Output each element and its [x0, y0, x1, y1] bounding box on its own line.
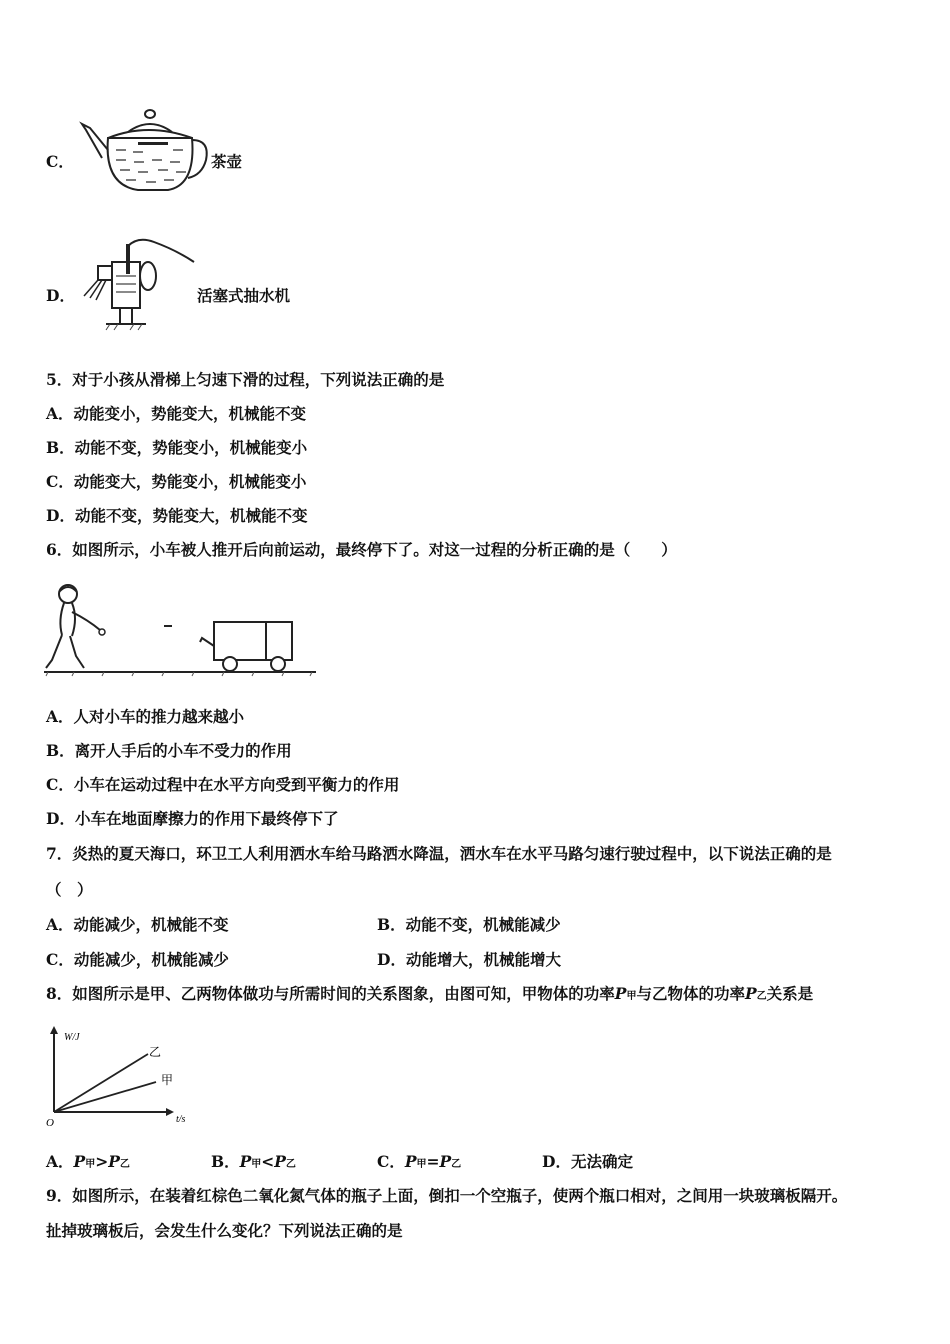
q8-option-a-letter: A．	[46, 1152, 74, 1171]
series-line-yi	[54, 1054, 148, 1112]
q8-option-d-text: 无法确定	[570, 1152, 633, 1171]
q8-option-a-p1: P	[73, 1152, 86, 1171]
q9-stem-line1: 9．如图所示，在装着红棕色二氧化氮气体的瓶子上面，倒扣一个空瓶子，使两个瓶口相对，之间用一块玻璃板隔开。	[46, 1186, 848, 1205]
q8-option-b-op: <	[261, 1152, 275, 1171]
q8-option-a	[46, 1152, 130, 1175]
q8-option-b-sub2: 乙	[285, 1159, 296, 1170]
origin-label: O	[46, 1117, 54, 1129]
q5-option-b: B．动能不变，势能变小，机械能变小	[46, 438, 308, 457]
q8-stem-part-a: 8．如图所示是甲、乙两物体做功与所需时间的关系图象，由图可知，甲物体的功率	[46, 984, 615, 1003]
q8-stem-part-b: 与乙物体的功率	[636, 984, 745, 1003]
q8-option-c-letter: C．	[377, 1152, 405, 1171]
series-label-yi: 乙	[149, 1045, 162, 1059]
q7-option-d: D．动能增大，机械能增大	[377, 950, 561, 969]
q6-option-b: B．离开人手后的小车不受力的作用	[46, 741, 292, 760]
q8-stem-sub-yi: 乙	[756, 991, 767, 1002]
q5-option-c: C．动能变大，势能变小，机械能变小	[46, 472, 307, 491]
q8-option-a-sub1: 甲	[85, 1159, 96, 1170]
q7-option-c: C．动能减少，机械能减少	[46, 950, 229, 969]
work-time-graph	[40, 1024, 200, 1129]
q5-option-a: A．动能变小，势能变大，机械能不变	[46, 404, 307, 423]
q7-option-a: A．动能减少，机械能不变	[46, 915, 229, 934]
piston-pump-illustration	[76, 236, 201, 331]
q8-option-d-letter: D．	[542, 1152, 571, 1171]
q7-stem-line1: 7．炎热的夏天海口，环卫工人利用洒水车给马路洒水降温，洒水车在水平马路匀速行驶过程中，以下说法正确的是	[46, 844, 832, 863]
q6-stem: 6．如图所示，小车被人推开后向前运动，最终停下了。对这一过程的分析正确的是（ ）	[46, 540, 677, 559]
y-axis-label: W/J	[64, 1032, 80, 1043]
q6-option-a: A．人对小车的推力越来越小	[46, 707, 245, 726]
x-axis-arrow	[166, 1108, 174, 1116]
q8-option-c-sub2: 乙	[451, 1159, 462, 1170]
q8-stem-p1: P	[614, 984, 627, 1003]
q5-stem: 5．对于小孩从滑梯上匀速下滑的过程，下列说法正确的是	[46, 370, 445, 389]
q8-option-a-op: >	[95, 1152, 109, 1171]
q8-option-c-op: =	[426, 1152, 440, 1171]
series-label-jia: 甲	[161, 1073, 174, 1087]
q6-option-d: D．小车在地面摩擦力的作用下最终停下了	[46, 809, 339, 828]
q6-option-c: C．小车在运动过程中在水平方向受到平衡力的作用	[46, 775, 400, 794]
q8-stem	[46, 984, 813, 1007]
q8-option-c-p2: P	[439, 1152, 452, 1171]
teapot-caption: 茶壶	[211, 152, 243, 171]
q8-option-b-p2: P	[274, 1152, 286, 1171]
option-d-letter: D．	[46, 286, 75, 305]
person-pushing-cart-illustration	[44, 580, 319, 680]
q7-option-b: B．动能不变，机械能减少	[377, 915, 561, 934]
q8-option-c-sub1: 甲	[416, 1159, 427, 1170]
q8-stem-sub-jia: 甲	[626, 991, 637, 1002]
y-axis-arrow	[50, 1026, 58, 1034]
q8-option-b-sub1: 甲	[251, 1159, 262, 1170]
series-line-jia	[54, 1082, 156, 1112]
q5-option-d: D．动能不变，势能变大，机械能不变	[46, 506, 308, 525]
q8-option-a-p2: P	[108, 1152, 120, 1171]
q8-option-d	[542, 1152, 633, 1172]
x-axis-label: t/s	[176, 1114, 186, 1125]
q7-stem-line2: （ ）	[46, 880, 93, 899]
q9-stem-line2: 扯掉玻璃板后，会发生什么变化？下列说法正确的是	[46, 1221, 403, 1240]
q8-option-b	[211, 1152, 296, 1175]
teapot-illustration	[78, 100, 208, 195]
q8-option-b-p1: P	[239, 1152, 252, 1171]
q8-option-a-sub2: 乙	[119, 1159, 130, 1170]
q8-option-c	[377, 1152, 461, 1175]
q8-stem-p2: P	[744, 984, 757, 1003]
q8-option-c-p1: P	[404, 1152, 417, 1171]
q8-stem-part-c: 关系是	[766, 984, 814, 1003]
q8-option-b-letter: B．	[211, 1152, 240, 1171]
option-c-letter: C．	[46, 152, 74, 171]
pump-caption: 活塞式抽水机	[197, 286, 291, 305]
